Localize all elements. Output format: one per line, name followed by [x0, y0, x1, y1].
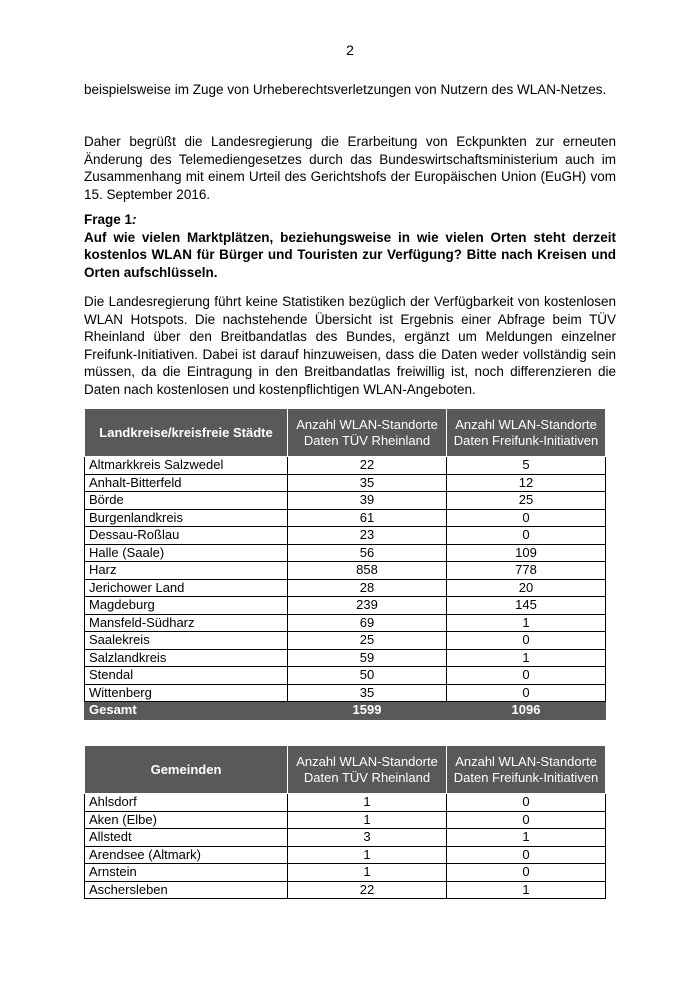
table-row: [85, 632, 606, 650]
cell-name: Ahlsdorf: [85, 794, 288, 812]
cell-tuev: 23: [288, 527, 447, 545]
table-row: [85, 829, 606, 847]
table-header-row: [85, 409, 606, 457]
cell-freifunk: 109: [447, 544, 606, 562]
cell-tuev: 1: [288, 846, 447, 864]
cell-freifunk: 778: [447, 562, 606, 580]
table-gemeinden: [84, 745, 606, 899]
table-row: [85, 527, 606, 545]
table-row: [85, 614, 606, 632]
header-tuev: Anzahl WLAN-Standorte Daten TÜV Rheinland: [288, 746, 447, 794]
cell-tuev: 22: [288, 457, 447, 475]
table-row: [85, 562, 606, 580]
table-row: [85, 597, 606, 615]
cell-freifunk: 0: [447, 811, 606, 829]
table-row: [85, 492, 606, 510]
table-row: [85, 667, 606, 685]
cell-tuev: 22: [288, 881, 447, 899]
cell-tuev: 56: [288, 544, 447, 562]
question-label: Frage 1: [84, 212, 133, 227]
total-tuev: 1599: [288, 702, 447, 720]
cell-tuev: 50: [288, 667, 447, 685]
table-row: [85, 457, 606, 475]
cell-name: Mansfeld-Südharz: [85, 614, 288, 632]
question-colon: :: [132, 212, 137, 227]
question-text: Auf wie vielen Marktplätzen, beziehungsweise in wie vielen Orten steht derzeit kostenlos WLAN für Bürger und Touristen zur Verfügung? Bitte nach Kreisen und Orten aufschlüsseln.: [84, 229, 616, 280]
cell-tuev: 25: [288, 632, 447, 650]
cell-freifunk: 1: [447, 649, 606, 667]
cell-freifunk: 25: [447, 492, 606, 510]
cell-name: Wittenberg: [85, 684, 288, 702]
table-row: [85, 811, 606, 829]
cell-name: Altmarkkreis Salzwedel: [85, 457, 288, 475]
cell-tuev: 3: [288, 829, 447, 847]
page-number: 2: [346, 42, 354, 58]
table-total-row: [85, 702, 606, 720]
cell-freifunk: 0: [447, 684, 606, 702]
paragraph-landesregierung: Daher begrüßt die Landesregierung die Erarbeitung von Eckpunkten zur erneuten Änderung des Telemediengesetzes durch das Bundeswirtschaftsministerium auch im Zusammenhang mit einem Urteil des Gerichtshofs der Europäischen Union (EuGH) vom 15. September 2016.: [84, 134, 616, 202]
cell-tuev: 239: [288, 597, 447, 615]
table-body: [85, 794, 606, 899]
cell-freifunk: 5: [447, 457, 606, 475]
header-gemeinden: Gemeinden: [85, 746, 288, 794]
header-freifunk: Anzahl WLAN-Standorte Daten Freifunk-Initiativen: [447, 746, 606, 794]
table-row: [85, 794, 606, 812]
table-landkreise: [84, 408, 606, 720]
table-body: [85, 457, 606, 720]
total-label: Gesamt: [85, 702, 288, 720]
table-row: [85, 474, 606, 492]
header-freifunk: Anzahl WLAN-Standorte Daten Freifunk-Initiativen: [447, 409, 606, 457]
table-row: [85, 509, 606, 527]
cell-name: Aschersleben: [85, 881, 288, 899]
cell-name: Saalekreis: [85, 632, 288, 650]
cell-name: Dessau-Roßlau: [85, 527, 288, 545]
cell-freifunk: 20: [447, 579, 606, 597]
cell-tuev: 1: [288, 811, 447, 829]
cell-tuev: 69: [288, 614, 447, 632]
header-landkreise: Landkreise/kreisfreie Städte: [85, 409, 288, 457]
cell-name: Börde: [85, 492, 288, 510]
cell-tuev: 28: [288, 579, 447, 597]
header-tuev: Anzahl WLAN-Standorte Daten TÜV Rheinland: [288, 409, 447, 457]
cell-freifunk: 12: [447, 474, 606, 492]
question-label-line: [84, 211, 616, 229]
cell-name: Stendal: [85, 667, 288, 685]
table-row: [85, 846, 606, 864]
cell-tuev: 39: [288, 492, 447, 510]
cell-tuev: 858: [288, 562, 447, 580]
cell-freifunk: 0: [447, 846, 606, 864]
cell-name: Jerichower Land: [85, 579, 288, 597]
cell-freifunk: 0: [447, 667, 606, 685]
total-freifunk: 1096: [447, 702, 606, 720]
cell-name: Aken (Elbe): [85, 811, 288, 829]
cell-name: Arendsee (Altmark): [85, 846, 288, 864]
cell-tuev: 1: [288, 864, 447, 882]
cell-freifunk: 145: [447, 597, 606, 615]
cell-tuev: 35: [288, 684, 447, 702]
cell-name: Allstedt: [85, 829, 288, 847]
cell-tuev: 1: [288, 794, 447, 812]
cell-freifunk: 0: [447, 864, 606, 882]
table-row: [85, 684, 606, 702]
cell-freifunk: 0: [447, 794, 606, 812]
cell-freifunk: 1: [447, 614, 606, 632]
cell-freifunk: 1: [447, 829, 606, 847]
cell-tuev: 61: [288, 509, 447, 527]
paragraph-continuation: beispielsweise im Zuge von Urheberechtsverletzungen von Nutzern des WLAN-Netzes.: [84, 82, 607, 97]
table-row: [85, 864, 606, 882]
cell-freifunk: 0: [447, 509, 606, 527]
table-row: [85, 881, 606, 899]
cell-tuev: 59: [288, 649, 447, 667]
question-heading: [84, 211, 616, 281]
cell-freifunk: 0: [447, 527, 606, 545]
cell-name: Arnstein: [85, 864, 288, 882]
cell-name: Anhalt-Bitterfeld: [85, 474, 288, 492]
cell-freifunk: 0: [447, 632, 606, 650]
table-row: [85, 649, 606, 667]
table-row: [85, 544, 606, 562]
cell-name: Salzlandkreis: [85, 649, 288, 667]
cell-name: Magdeburg: [85, 597, 288, 615]
cell-freifunk: 1: [447, 881, 606, 899]
table-header-row: [85, 746, 606, 794]
cell-name: Harz: [85, 562, 288, 580]
cell-tuev: 35: [288, 474, 447, 492]
paragraph-answer: Die Landesregierung führt keine Statistiken bezüglich der Verfügbarkeit von kostenlosen WLAN Hotspots. Die nachstehende Übersicht ist Ergebnis einer Abfrage beim TÜV Rheinland über den Breitbandatlas des Bundes, ergänzt um Meldungen einzelner Freifunk-Initiativen. Dabei ist darauf hinzuweisen, dass die Daten weder vollständig sein müssen, da die Eintragung in den Breitbandatlas freiwillig ist, noch differenzieren die Daten nach kostenlosen und kostenpflichtigen WLAN-Angeboten.: [84, 294, 616, 397]
cell-name: Halle (Saale): [85, 544, 288, 562]
table-row: [85, 579, 606, 597]
cell-name: Burgenlandkreis: [85, 509, 288, 527]
